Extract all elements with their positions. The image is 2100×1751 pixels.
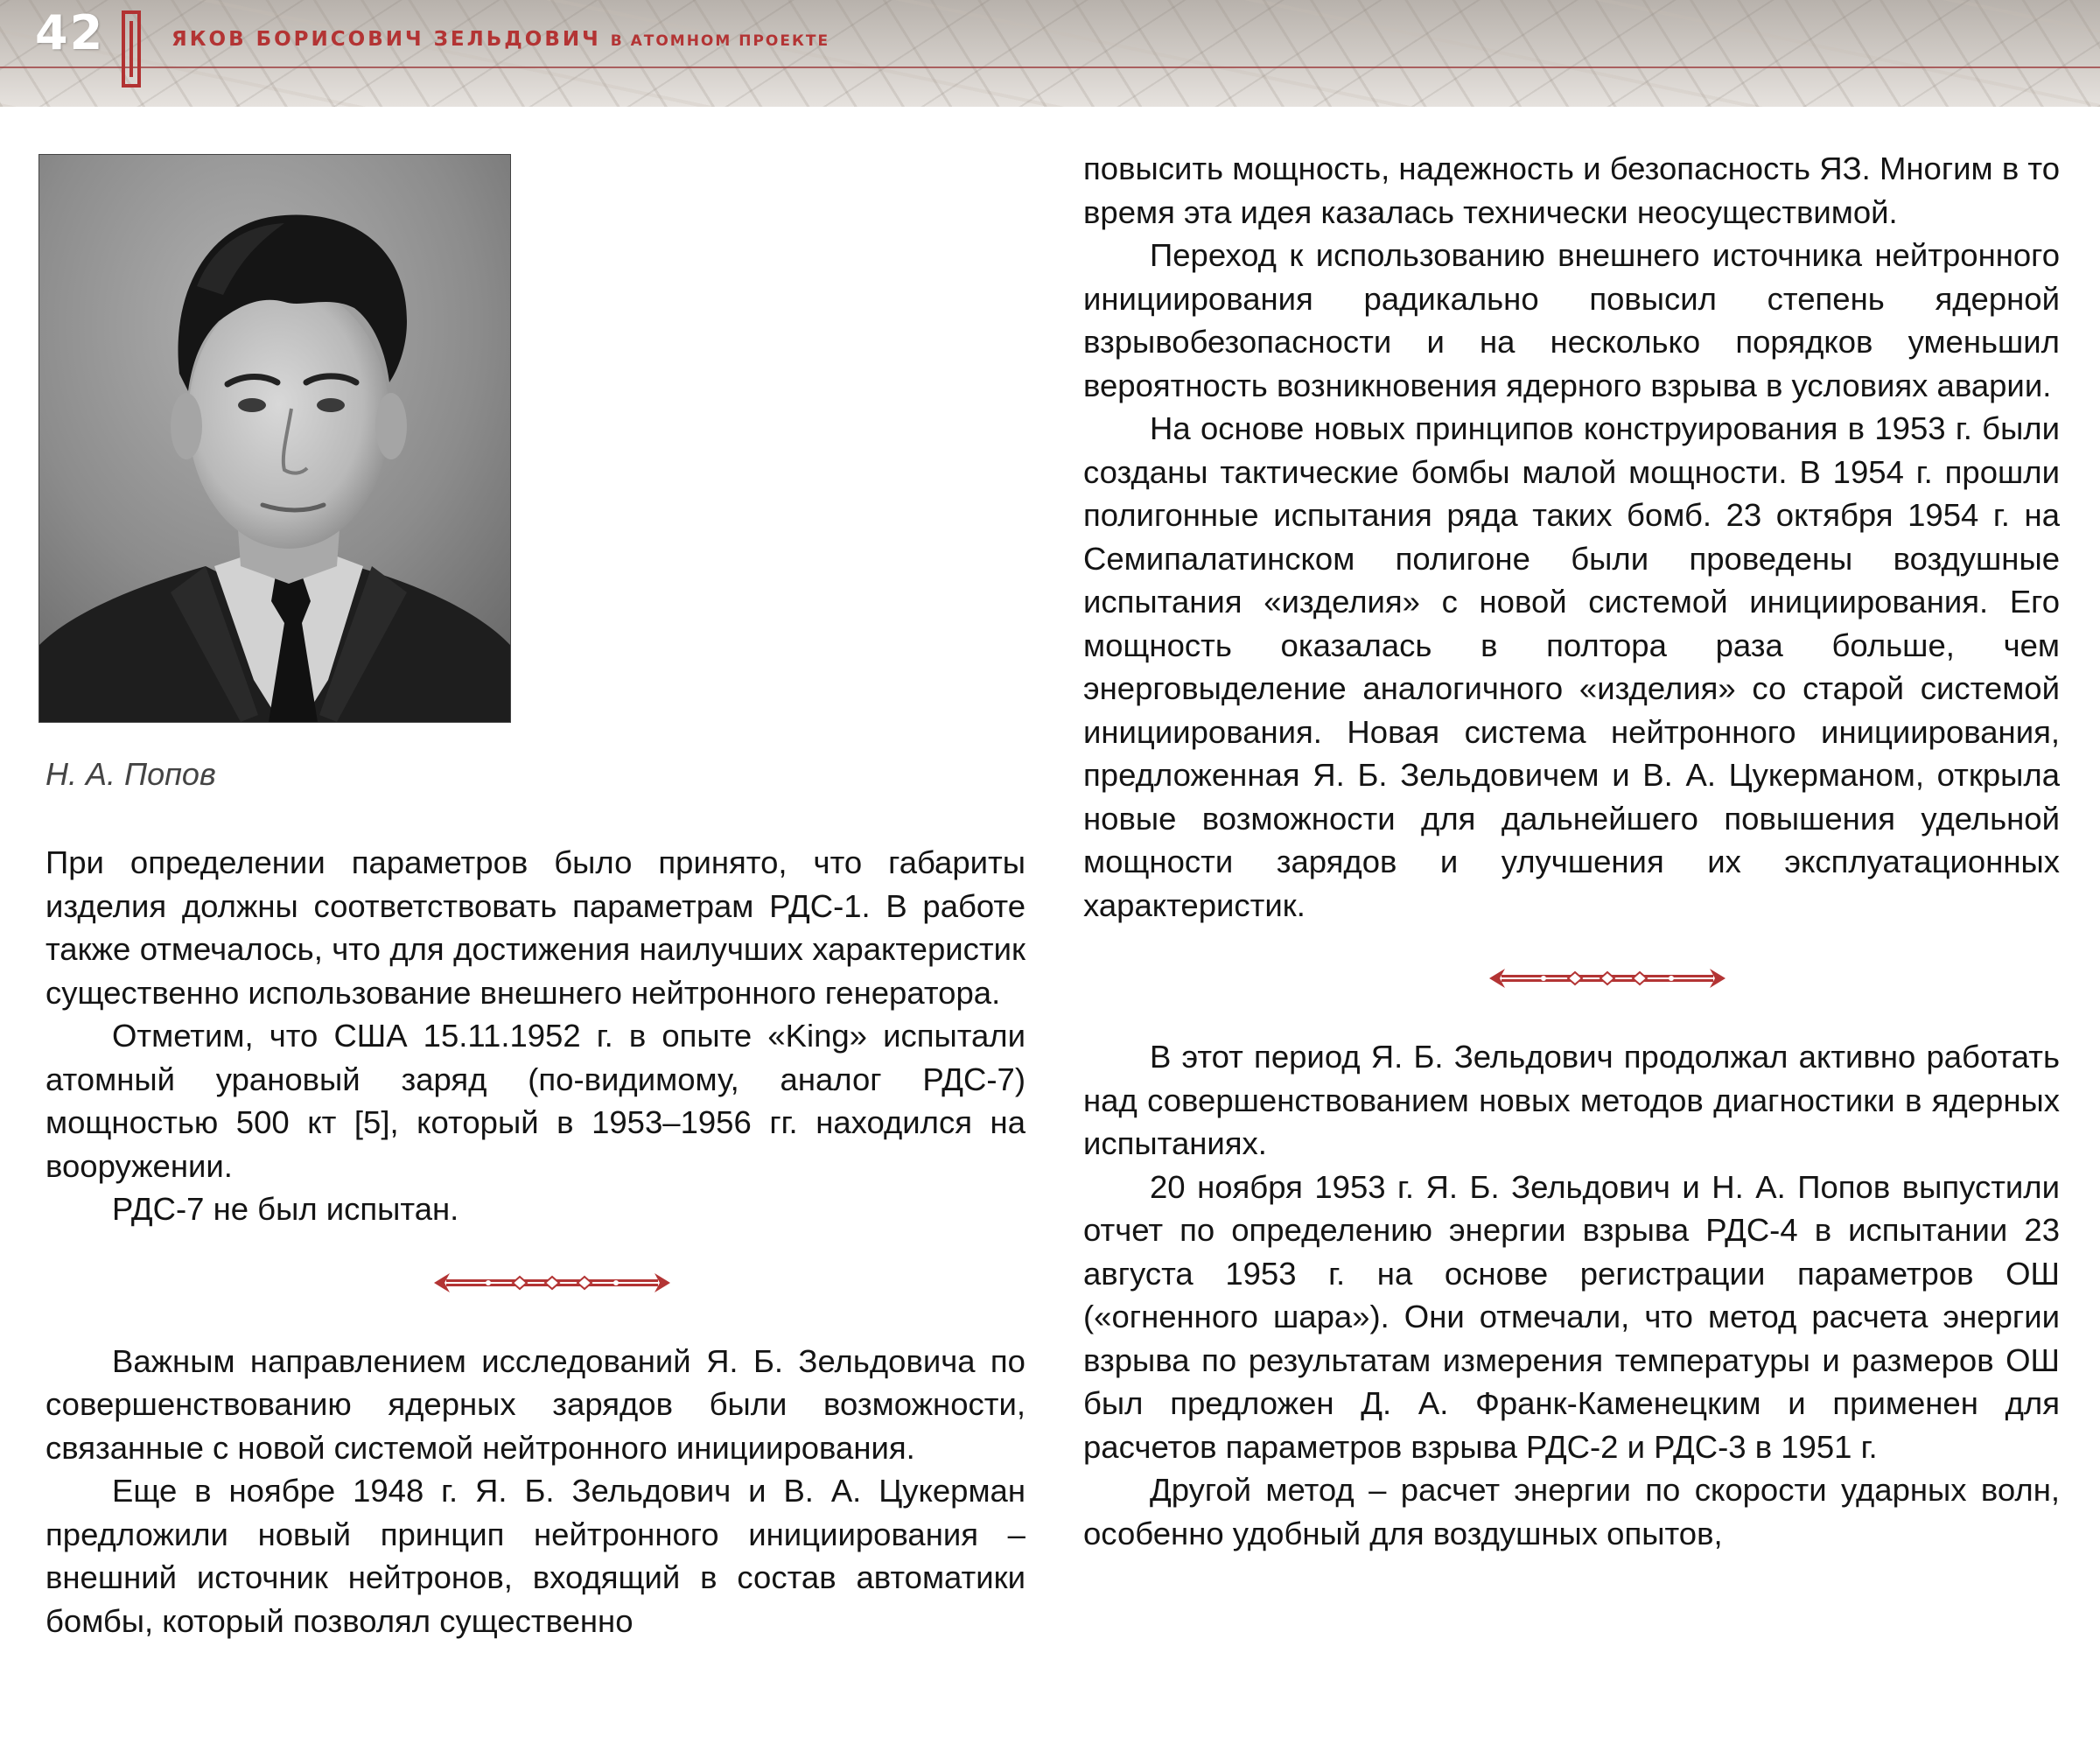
section-divider-ornament-icon — [1489, 965, 1726, 991]
left-paragraph-1: При определении параметров было принято, что габариты изделия должны соответствовать параметрам РДС-1. В работе также отмечалось, что для достижения наилучших характеристик существенно использование внешнего нейтронного генератора. — [46, 844, 1026, 1011]
right-paragraph-2: Переход к использованию внешнего источника нейтронного инициирования радикально повысил степень ядерной взрывобезопасности и на несколько порядков уменьшил вероятность возникновения ядерного взрыва в условиях аварии. — [1083, 237, 2060, 403]
photo-caption: Н. А. Попов — [46, 756, 216, 792]
left-paragraph-3: РДС-7 не был испытан. — [112, 1191, 459, 1227]
left-paragraph-2: Отметим, что США 15.11.1952 г. в опыте «King» испытали атомный урановый заряд (по-видимому, аналог РДС-7) мощностью 500 кт [5], который в 1953–1956 гг. находился на вооружении. — [46, 1018, 1026, 1184]
page-number: 42 — [35, 5, 105, 60]
right-paragraph-6: Другой метод – расчет энергии по скорости ударных волн, особенно удобный для воздушных опытов, — [1083, 1472, 2060, 1551]
portrait-illustration — [39, 155, 510, 722]
right-paragraph-4: В этот период Я. Б. Зельдович продолжал активно работать над совершенствованием новых методов диагностики в ядерных испытаниях. — [1083, 1039, 2060, 1161]
right-paragraph-1: повысить мощность, надежность и безопасность ЯЗ. Многим в то время эта идея казалась технически неосуществимой. — [1083, 151, 2060, 230]
running-title-main: ЯКОВ БОРИСОВИЧ ЗЕЛЬДОВИЧ — [172, 28, 601, 51]
right-paragraph-5: 20 ноября 1953 г. Я. Б. Зельдович и Н. А. Попов выпустили отчет по определению энергии взрыва РДС-4 в испытании 23 августа 1953 г. на основе регистрации параметров ОШ («огненного шара»). Они отмечали, что метод расчета энергии взрыва по результатам измерения температуры и размеров ОШ был предложен Д. А. Франк-Каменецким и применен для расчетов параметров взрыва РДС-2 и РДС-3 в 1951 г. — [1083, 1168, 2060, 1465]
left-paragraph-4: Важным направлением исследований Я. Б. Зельдовича по совершенствованию ядерных зарядов были возможности, связанные с новой системой нейтронного инициирования. — [46, 1342, 1026, 1466]
page-header — [0, 0, 2100, 107]
section-divider-ornament-icon — [434, 1270, 670, 1296]
running-title — [172, 28, 830, 51]
running-title-tail: В АТОМНОМ ПРОЕКТЕ — [610, 32, 830, 50]
left-column — [46, 841, 1026, 1642]
right-paragraph-3: На основе новых принципов конструирования в 1953 г. были созданы тактические бомбы малой мощности. В 1954 г. прошли полигонные испытания ряда таких бомб. 23 октября 1954 г. на Семипалатинском полигоне были проведены воздушные испытания «изделия» с новой системой инициирования. Его мощность оказалась в полтора раза больше, чем энерговыделение аналогичного «изделия» со старой системой инициирования. Новая система нейтронного инициирования, предложенная Я. Б. Зельдовичем и В. А. Цукерманом, открыла новые возможности для дальнейшего повышения удельной мощности зарядов и улучшения их эксплуатационных характеристик. — [1083, 410, 2060, 923]
left-paragraph-5: Еще в ноябре 1948 г. Я. Б. Зельдович и В. А. Цукерман предложили новый принцип нейтронного инициирования – внешний источник нейтронов, входящий в состав автоматики бомбы, который позволял существенно — [46, 1473, 1026, 1639]
right-column — [1083, 147, 2060, 1555]
header-rule — [0, 67, 2100, 68]
portrait-photo — [38, 154, 511, 723]
header-mark-icon — [122, 11, 141, 88]
